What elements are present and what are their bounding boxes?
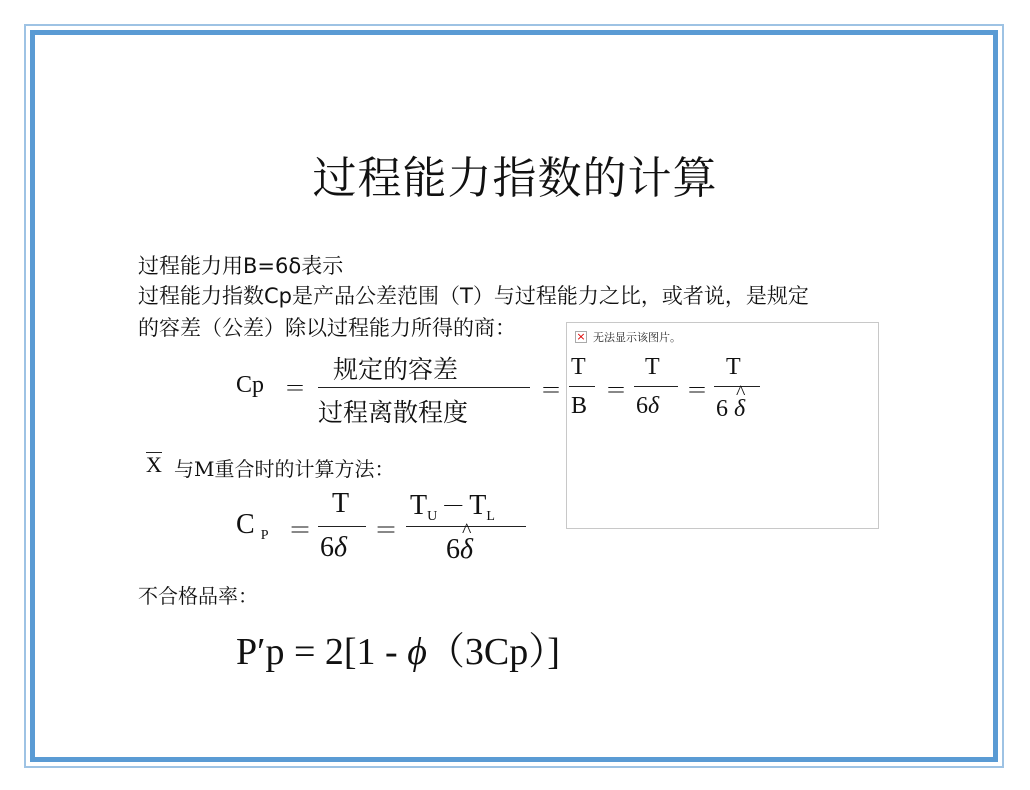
formula1-t1-bar [569,386,595,387]
intro-line-1: 过程能力用B=6δ表示 [138,254,344,278]
formula3-part-b: （3Cp）] [426,631,560,673]
formula1-numerator: 规定的容差 [333,355,459,384]
formula-defect-rate [236,620,560,675]
formula1-t3-num: T [726,354,741,380]
formula1-t1-den: B [571,393,588,419]
formula1-t3-den-six: 6 [716,396,728,422]
formula2-f1-den-delta: δ [334,532,348,563]
formula2-eq2: ＝ [374,518,398,544]
formula2-f2-num [410,486,495,525]
intro-line-3: 的容差（公差）除以过程能力所得的商： [138,316,516,340]
formula1-eq3: ＝ [605,378,628,403]
formula1-eq: ＝ [284,376,307,401]
formula1-t2-den-six: 6 [636,393,648,419]
formula1-t2-num: T [645,354,660,380]
formula1-eq4: ＝ [686,378,709,403]
formula1-t3-den [716,396,745,423]
slide-title: 过程能力指数的计算 [312,153,718,204]
formula2-f2-tl: T [469,490,487,521]
formula1-t2-den [636,393,659,420]
formula2-lhs [236,509,268,544]
formula1-denominator: 过程离散程度 [318,398,469,427]
xbar-symbol [146,452,162,478]
formula1-t2-den-delta: δ [648,393,660,419]
formula2-f1-bar [318,526,366,527]
formula2-lhs-c: C [236,509,255,540]
formula1-t1-num: T [571,354,586,380]
formula3-part-a: P′p = 2[1 - [236,631,408,673]
formula2-f2-tu-sub: U [427,509,438,524]
xbar-text: 与M重合时的计算方法： [174,457,395,481]
formula2-f2-tu: T [410,490,428,521]
formula2-f2-den [446,534,473,566]
formula1-lhs: Cp [236,372,265,398]
xbar-letter: X [146,452,162,477]
formula2-f1-den [320,532,347,564]
formula1-fraction-bar [318,387,530,388]
formula2-f2-minus: － [441,494,466,520]
formula2-f1-num: T [332,488,350,519]
formula3-phi: ϕ [407,631,427,673]
formula2-f2-tl-sub: L [486,509,495,524]
formula2-eq: ＝ [288,518,312,544]
formula1-t2-bar [634,386,678,387]
formula2-lhs-sub: P [260,528,269,543]
formula2-f1-den-six: 6 [320,532,334,563]
formula2-f2-den-six: 6 [446,534,460,565]
broken-image-icon: × [576,330,586,343]
formula1-t3-den-delta-hat: ^ δ [734,396,745,423]
defect-label: 不合格品率： [138,584,258,608]
formula2-f2-den-delta-hat: ^ δ [460,534,473,566]
broken-image-placeholder [566,322,879,529]
intro-line-2: 过程能力指数Cp是产品公差范围（T）与过程能力之比，或者说，是规定 [138,284,809,308]
formula1-eq2: ＝ [540,378,563,403]
broken-image-text: 无法显示该图片。 [593,331,681,344]
